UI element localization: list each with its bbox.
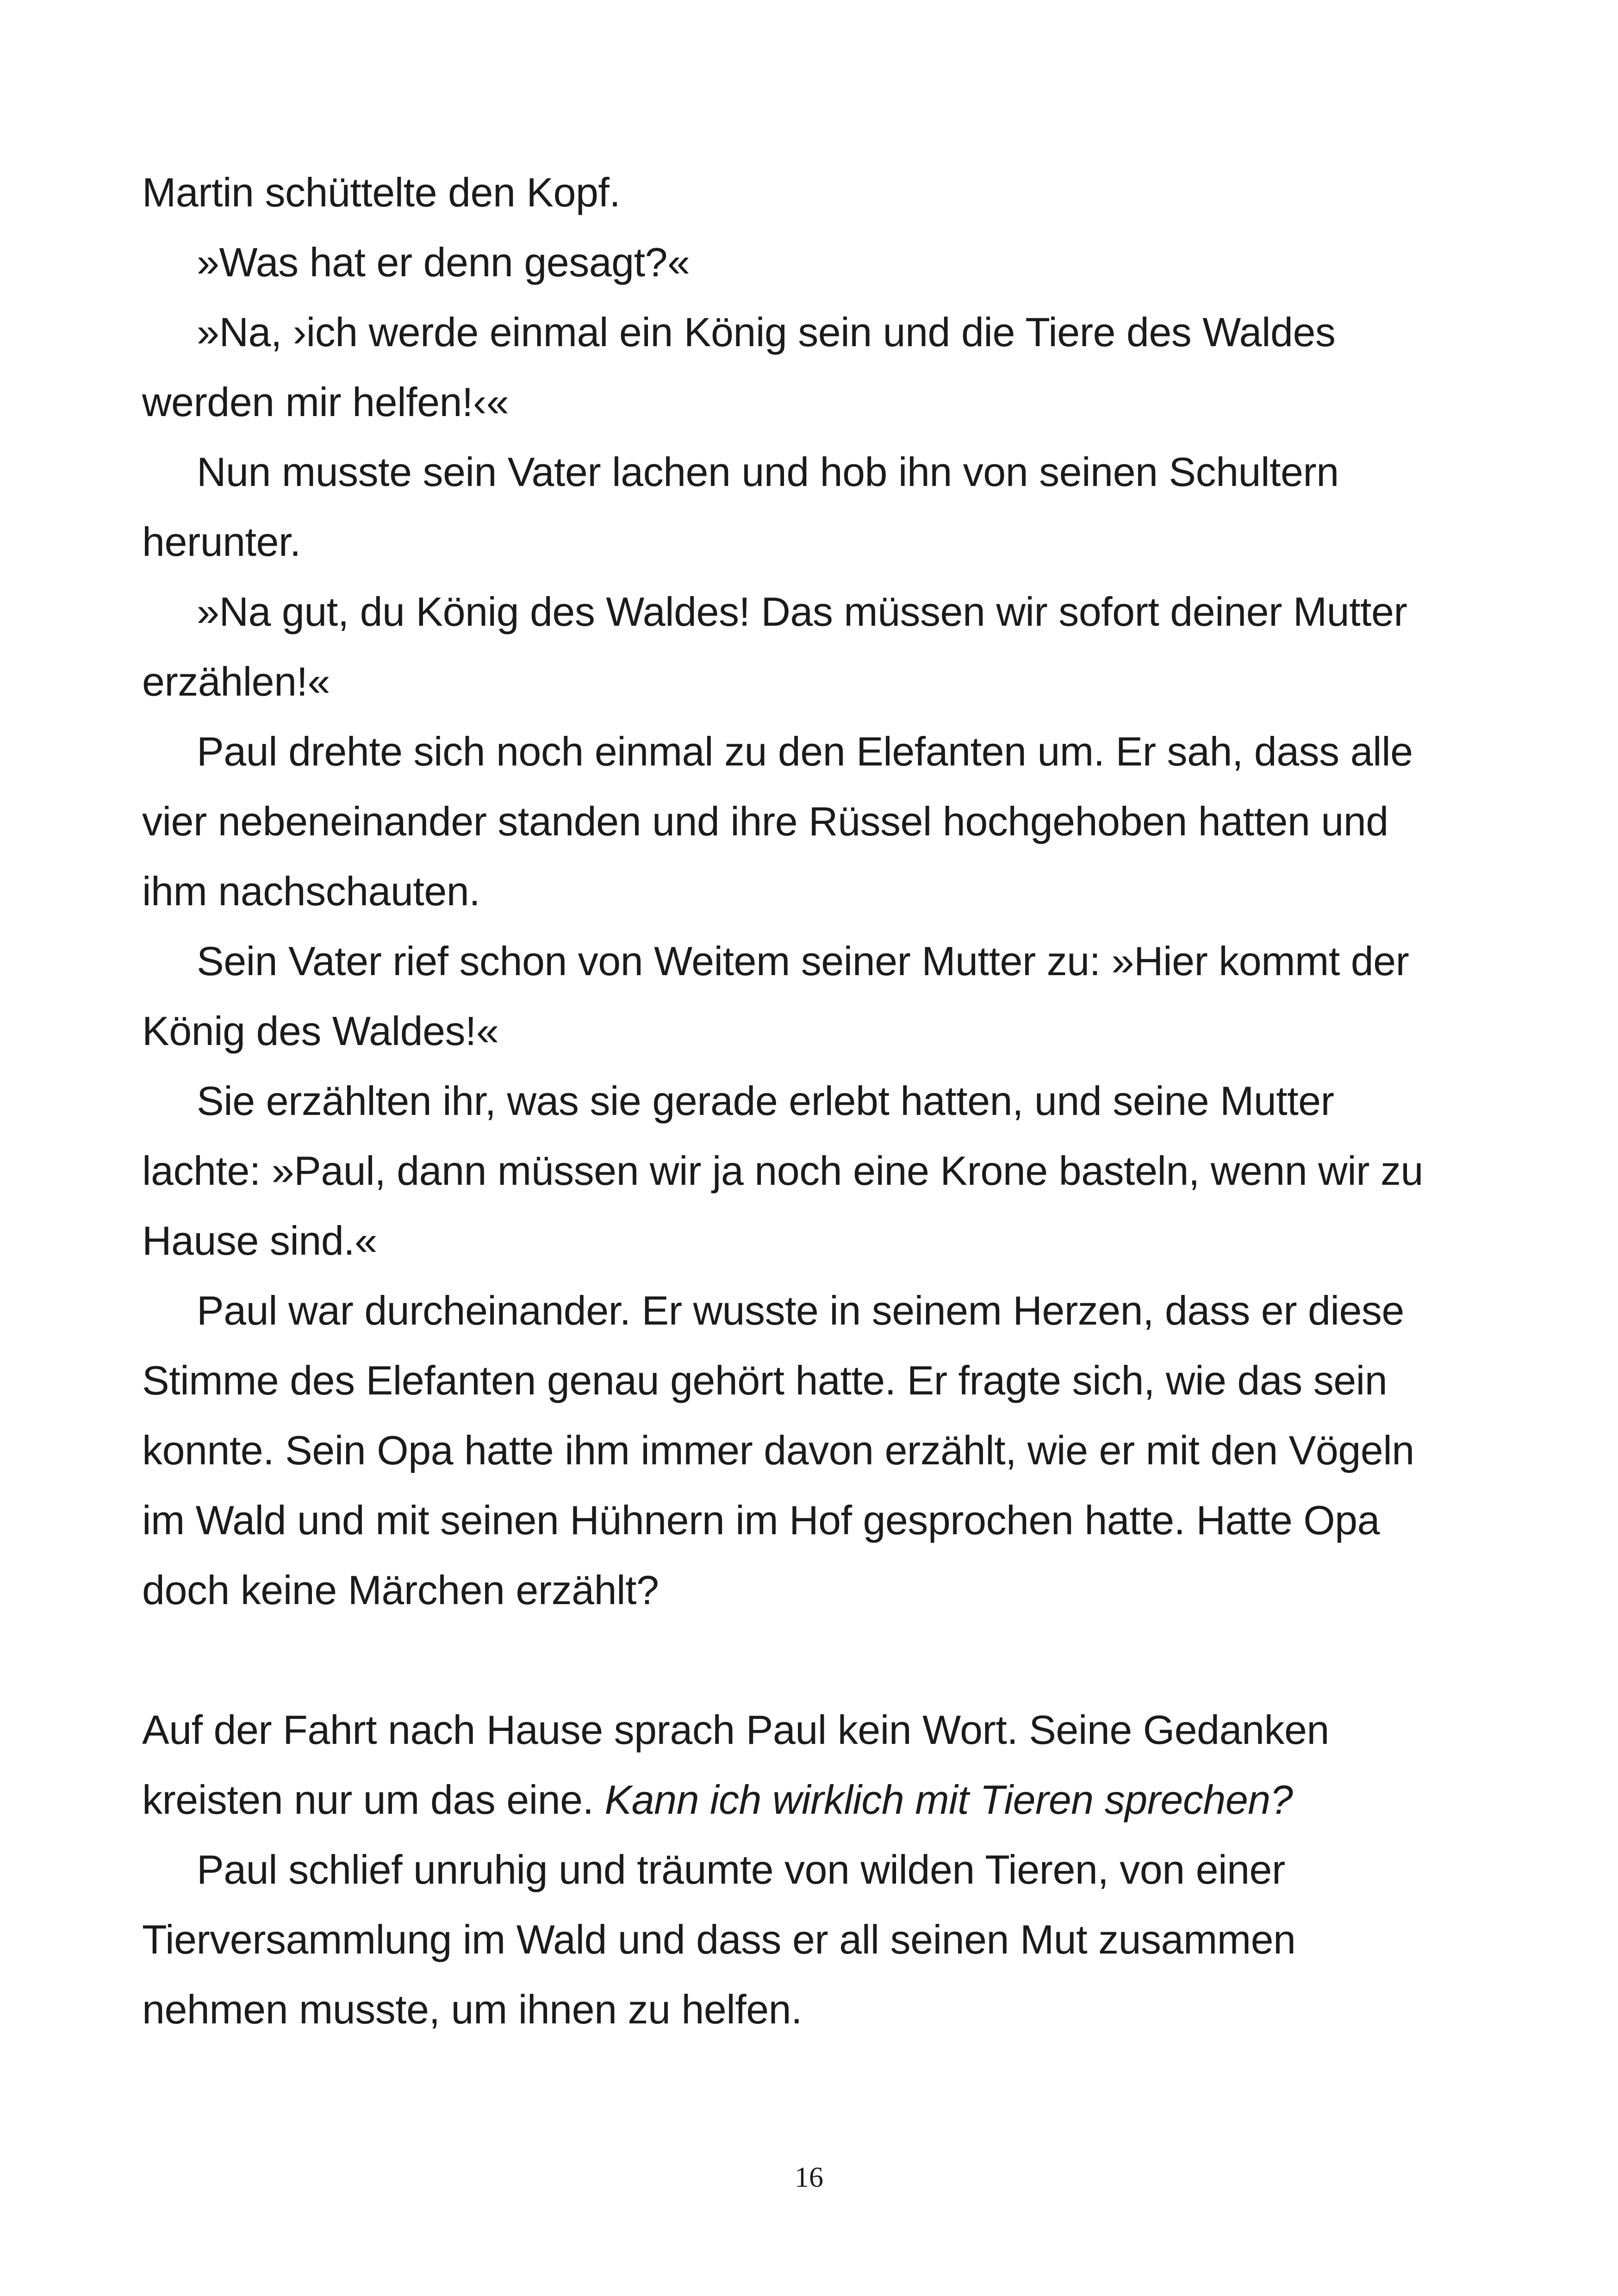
page-number: 16 [795, 2162, 823, 2193]
paragraph [142, 926, 1475, 1066]
text-line: Paul war durcheinander. Er wusste in seinem Herzen, dass er diese [197, 1288, 1404, 1333]
paragraph [142, 716, 1475, 926]
text-line [142, 1765, 1475, 1835]
text-line: herunter. [142, 519, 301, 565]
text-line: Auf der Fahrt nach Hause sprach Paul kein Wort. Seine Gedanken [142, 1707, 1329, 1753]
text-line: erzählen!« [142, 659, 330, 704]
text-line: lachte: »Paul, dann müssen wir ja noch eine Krone basteln, wenn wir zu [142, 1148, 1423, 1194]
text-line: Paul schlief unruhig und träumte von wilden Tieren, von einer [197, 1847, 1285, 1892]
italic-thought: Kann ich wirklich mit Tieren sprechen? [604, 1777, 1293, 1823]
body-text [142, 157, 1475, 2044]
text-line: Stimme des Elefanten genau gehört hatte. Er fragte sich, wie das sein [142, 1357, 1388, 1403]
text-line: Hause sind.« [142, 1218, 377, 1263]
text-line: Nun musste sein Vater lachen und hob ihn von seinen Schultern [197, 449, 1339, 495]
text-line: »Na, ›ich werde einmal ein König sein und die Tiere des Waldes [197, 309, 1336, 355]
text-line: nehmen musste, um ihnen zu helfen. [142, 1986, 803, 2032]
text-line: »Was hat er denn gesagt?« [197, 239, 690, 285]
paragraph [142, 1835, 1475, 2044]
paragraph [142, 1695, 1475, 1835]
text-line: vier nebeneinander standen und ihre Rüssel hochgehoben hatten und [142, 798, 1388, 844]
text-line: doch keine Märchen erzählt? [142, 1567, 659, 1613]
text-line: Tierversammlung im Wald und dass er all seinen Mut zusammen [142, 1916, 1296, 1962]
text-line: Paul drehte sich noch einmal zu den Elefanten um. Er sah, dass alle [197, 728, 1413, 774]
paragraph [142, 1276, 1475, 1625]
paragraph [142, 297, 1475, 437]
text-line: Sie erzählten ihr, was sie gerade erlebt hatten, und seine Mutter [197, 1078, 1334, 1124]
paragraph [142, 1066, 1475, 1276]
text-line: ihm nachschauten. [142, 868, 480, 914]
paragraph [142, 437, 1475, 577]
paragraph [142, 577, 1475, 716]
text-line: »Na gut, du König des Waldes! Das müssen wir sofort deiner Mutter [197, 589, 1407, 635]
text-line: Martin schüttelte den Kopf. [142, 169, 621, 215]
paragraph [142, 227, 1475, 297]
text-regular: kreisten nur um das eine. [142, 1777, 605, 1823]
text-line: Sein Vater rief schon von Weitem seiner Mutter zu: »Hier kommt der [197, 938, 1409, 984]
section-break [142, 1625, 1475, 1695]
text-line: im Wald und mit seinen Hühnern im Hof gesprochen hatte. Hatte Opa [142, 1497, 1380, 1543]
text-line: König des Waldes!« [142, 1008, 499, 1054]
text-line: konnte. Sein Opa hatte ihm immer davon erzählt, wie er mit den Vögeln [142, 1427, 1414, 1473]
paragraph [142, 157, 1475, 227]
text-line: werden mir helfen!‹« [142, 379, 509, 425]
